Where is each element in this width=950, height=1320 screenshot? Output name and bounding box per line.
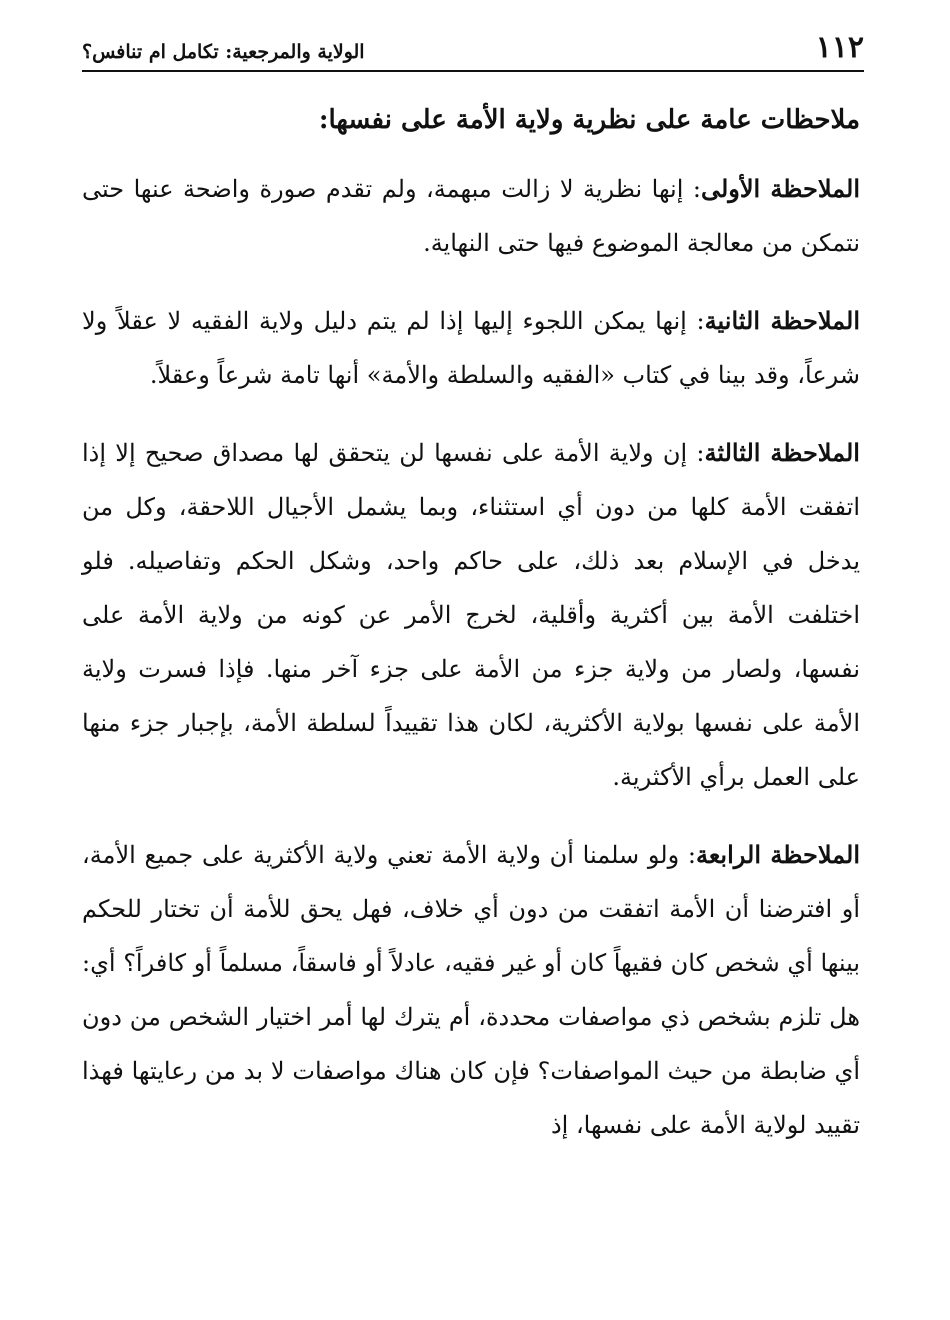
- page-body: [82, 100, 860, 1176]
- note-label: الملاحظة الثانية: [704, 306, 861, 335]
- page-number: ١١٢: [815, 30, 864, 65]
- note-paragraph: [82, 294, 860, 402]
- page-header: [82, 30, 864, 72]
- note-label: الملاحظة الثالثة: [704, 438, 860, 467]
- section-title: ملاحظات عامة على نظرية ولاية الأمة على نفسها:: [318, 105, 860, 135]
- note-label: الملاحظة الرابعة: [695, 840, 860, 869]
- note-text: : إنها نظرية لا زالت مبهمة، ولم تقدم صورة واضحة عنها حتى نتمكن من معالجة الموضوع فيها حتى النهاية.: [82, 175, 860, 257]
- note-paragraph: [82, 828, 860, 1152]
- note-paragraph: [82, 426, 860, 804]
- running-title: الولاية والمرجعية: تكامل ام تنافس؟: [82, 41, 365, 63]
- note-text: : إنها يمكن اللجوء إليها إذا لم يتم دليل ولاية الفقيه لا عقلاً ولا شرعاً، وقد بينا في كتاب «الفقيه والسلطة والأمة» أنها تامة شرعاً وعقلاً.: [82, 307, 860, 389]
- note-text: : ولو سلمنا أن ولاية الأمة تعني ولاية الأكثرية على جميع الأمة، أو افترضنا أن الأمة اتفقت من دون أي خلاف، فهل يحق للأمة أن تختار للحكم بينها أي شخص كان فقيهاً كان أو غير فقيه، عادلاً أو فاسقاً، مسلماً أو كافراً؟ أي: هل تلزم بشخص ذي مواصفات محددة، أم يترك لها أمر اختيار الشخص من دون أي ضابطة من حيث المواصفات؟ فإن كان هناك مواصفات لا بد من رعايتها فهذا تقييد لولاية الأمة على نفسها، إذ: [82, 841, 861, 1139]
- note-label: الملاحظة الأولى: [700, 174, 860, 203]
- note-paragraph: [82, 162, 860, 270]
- note-text: : إن ولاية الأمة على نفسها لن يتحقق لها مصداق صحيح إلا إذا اتفقت الأمة كلها من دون أي استثناء، وبما يشمل الأجيال اللاحقة، وكل من يدخل في الإسلام بعد ذلك، على حاكم واحد، وشكل الحكم وتفاصيله. فلو اختلفت الأمة بين أكثرية وأقلية، لخرج الأمر عن كونه من ولاية الأمة على نفسها، ولصار من ولاية جزء من الأمة على جزء آخر منها. فإذا فسرت ولاية الأمة على نفسها بولاية الأكثرية، لكان هذا تقييداً لسلطة الأمة، بإجبار جزء منها على العمل برأي الأكثرية.: [82, 439, 860, 791]
